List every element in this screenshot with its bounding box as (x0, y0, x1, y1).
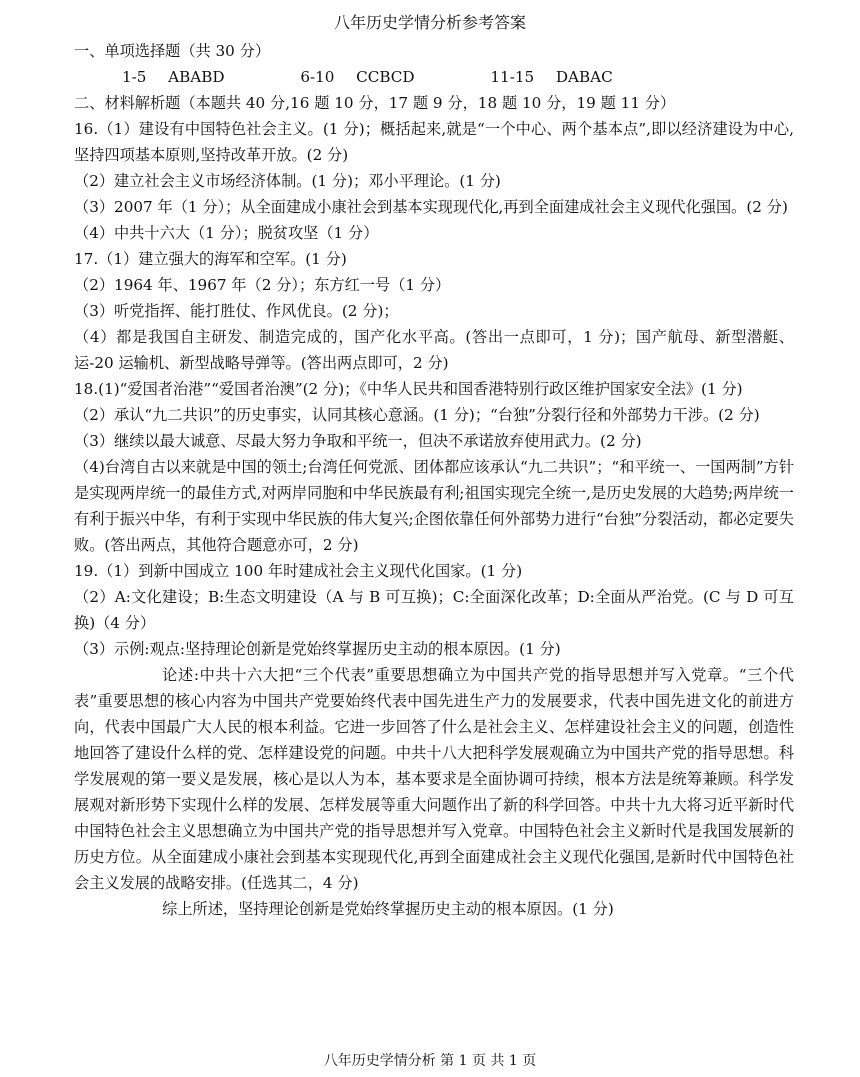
document-body (74, 38, 794, 922)
document-title: 八年历史学情分析参考答案 (333, 13, 526, 32)
q16-answer-2: （2）建立社会主义市场经济体制。(1 分)；邓小平理论。(1 分) (74, 172, 501, 190)
q16-answer-4: （4）中共十六大（1 分）；脱贫攻坚（1 分） (74, 224, 379, 242)
q18-answer-2: （2）承认“九二共识”的历史事实，认同其核心意涵。(1 分)；“台独”分裂行径和外部势力干涉。(2 分) (74, 406, 760, 424)
q19-answer-1: 19.（1）到新中国成立 100 年时建成社会主义现代化国家。(1 分) (74, 562, 523, 580)
q19-argument: 论述:中共十六大把“三个代表”重要思想确立为中国共产党的指导思想并写入党章。“三个代表”重要思想的核心内容为中国共产党要始终代表中国先进生产力的发展要求，代表中国先进文化的前进方向，代表中国最广大人民的根本利益。它进一步回答了什么是社会主义、怎样建设社会主义的问题，创造性地回答了建设什么样的党、怎样建设党的问题。中共十八大把科学发展观确立为中国共产党的指导思想。科学发展观的第一要义是发展，核心是以人为本，基本要求是全面协调可持续，根本方法是统筹兼顾。科学发展观对新形势下实现什么样的发展、怎样发展等重大问题作出了新的科学回答。中共十九大将习近平新时代中国特色社会主义思想确立为中国共产党的指导思想并写入党章。中国特色社会主义新时代是我国发展新的历史方位。从全面建成小康社会到基本实现现代化,再到全面建成社会主义现代化强国,是新时代中国特色社会主义发展的战略安排。(任选其二，4 分) (74, 666, 794, 892)
q16-answer-3: （3）2007 年（1 分）；从全面建成小康社会到基本实现现代化,再到全面建成社会主义现代化强国。(2 分) (74, 198, 788, 216)
q16-answer-1: 16.（1）建设有中国特色社会主义。(1 分)；概括起来,就是“一个中心、两个基本点”,即以经济建设为中心,坚持四项基本原则,坚持改革开放。(2 分) (74, 120, 794, 164)
q19-answer-3: （3）示例:观点:坚持理论创新是党始终掌握历史主动的根本原因。(1 分) (74, 640, 561, 658)
section-2-heading: 二、材料解析题（本题共 40 分,16 题 10 分，17 题 9 分，18 题 10 分，19 题 11 分） (74, 94, 676, 112)
section-1-heading: 一、单项选择题（共 30 分） (74, 42, 271, 60)
q17-answer-2: （2）1964 年、1967 年（2 分）；东方红一号（1 分） (74, 276, 451, 294)
q17-answer-3: （3）听党指挥、能打胜仗、作风优良。(2 分)； (74, 302, 399, 320)
multiple-choice-answers: 1-5 ABABD 6-10 CCBCD 11-15 DABAC (122, 68, 613, 86)
q17-answer-1: 17.（1）建立强大的海军和空军。(1 分) (74, 250, 347, 268)
page-footer: 八年历史学情分析 第 1 页 共 1 页 (323, 1053, 537, 1069)
q17-answer-4: （4）都是我国自主研发、制造完成的，国产化水平高。(答出一点即可，1 分)；国产航母、新型潜艇、运-20 运输机、新型战略导弹等。(答出两点即可，2 分) (74, 328, 794, 372)
q18-answer-3: （3）继续以最大诚意、尽最大努力争取和平统一，但决不承诺放弃使用武力。(2 分) (74, 432, 642, 450)
q19-conclusion: 综上所述，坚持理论创新是党始终掌握历史主动的根本原因。(1 分) (162, 900, 614, 918)
q18-answer-1: 18.(1)“爱国者治港”“爱国者治澳”(2 分)；《中华人民共和国香港特别行政区维护国家安全法》(1 分) (74, 380, 743, 398)
q19-answer-2: （2）A:文化建设；B:生态文明建设（A 与 B 可互换)；C:全面深化改革；D:全面从严治党。(C 与 D 可互换)（4 分） (74, 588, 794, 632)
q18-answer-4: （4)台湾自古以来就是中国的领土;台湾任何党派、团体都应该承认“九二共识”；“和平统一、一国两制”方针是实现两岸统一的最佳方式,对两岸同胞和中华民族最有利;祖国实现完全统一,是历史发展的大趋势;两岸统一有利于振兴中华，有利于实现中华民族的伟大复兴;企图依靠任何外部势力进行“台独”分裂活动，都必定要失败。(答出两点，其他符合题意亦可，2 分) (74, 458, 795, 554)
